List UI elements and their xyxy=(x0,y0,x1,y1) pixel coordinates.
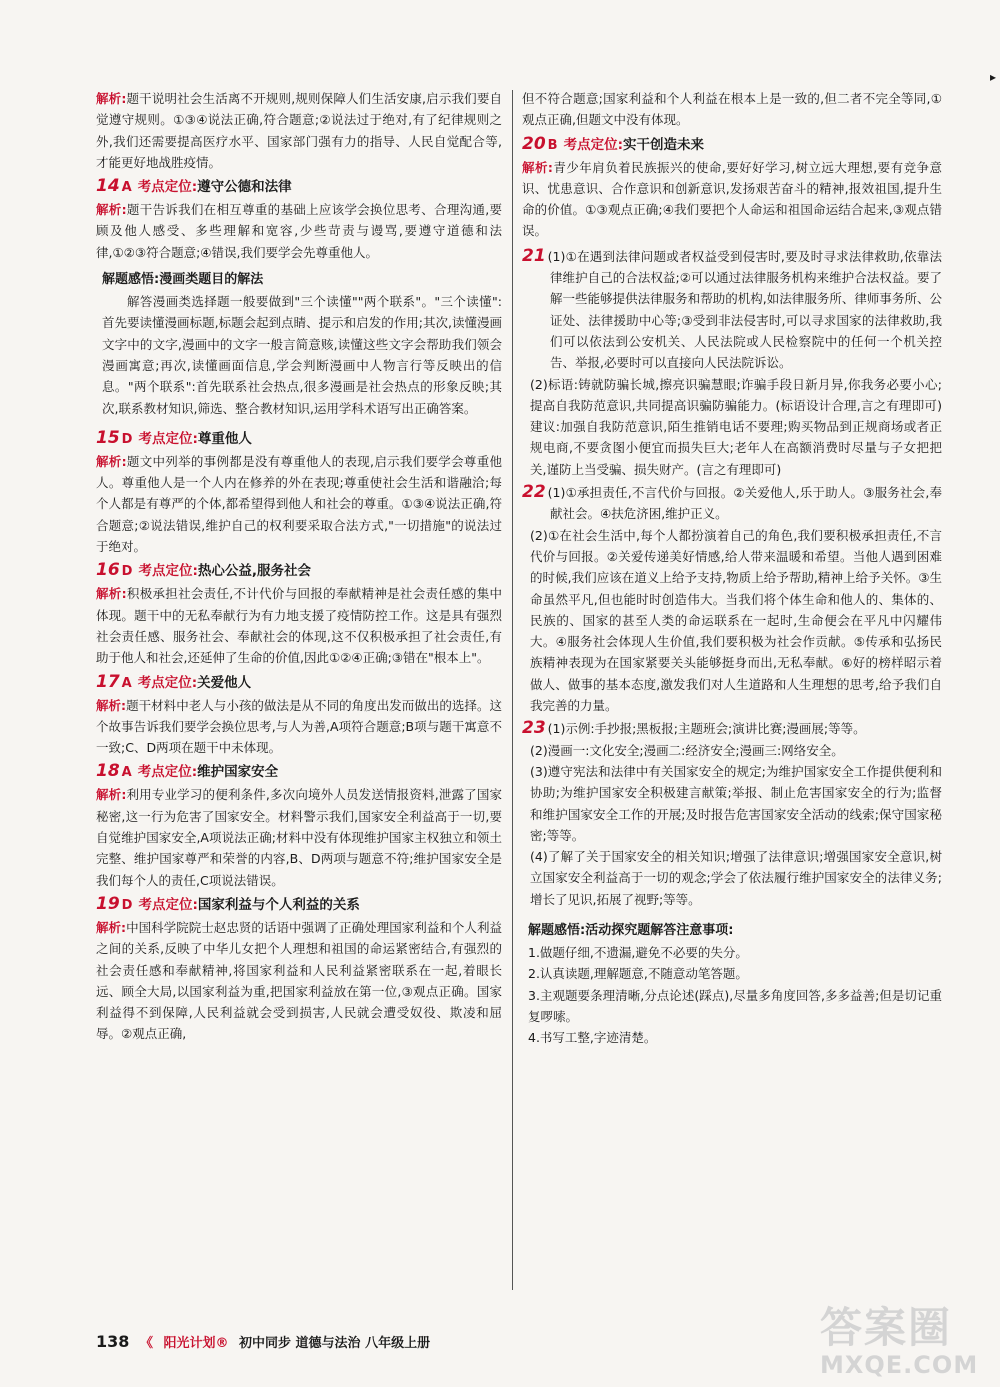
q16-analysis-text: 积极承担社会责任,不计代价与回报的奉献精神是社会责任感的集中体现。题干中的无私奉献行为有力地支援了疫情防控工作。这是具有强烈社会责任感、服务社会、奉献社会的体现,这不仅积极承担了社会责任,有助于他人和社会,还延伸了生命的价值,因此①②④正确;③错在"根本上"。 xyxy=(96,586,502,666)
q17-number: 17 xyxy=(96,671,120,692)
tip1-title: 解题感悟:漫画类题目的解法 xyxy=(102,272,264,288)
tip2-item: 4.书写工整,字迹清楚。 xyxy=(528,1030,657,1046)
q22-number: 22 xyxy=(522,482,546,503)
q20-topic: 实干创造未来 xyxy=(623,136,704,153)
q18-analysis-text: 利用专业学习的便利条件,多次向境外人员发送情报资料,泄露了国家秘密,这一行为危害了国家安全。材料警示我们,国家安全利益高于一切,要自觉维护国家安全,A项说法正确;材料中没有体现维护国家主权独立和领土完整、维护国家尊严和荣誉的内容,B、D两项与题意不符;维护国家安全是我们每个人的责任,C项说法错误。 xyxy=(96,787,503,888)
q14-header xyxy=(96,175,502,199)
q22-answer xyxy=(522,482,942,716)
footer-mark: 《 xyxy=(139,1336,153,1351)
q19-analysis-continued: 但不符合题意;国家利益和个人利益在根本上是一致的,但二者不完全等同,①观点正确,但题文中没有体现。 xyxy=(522,91,942,128)
q19-number: 19 xyxy=(96,893,120,914)
q13-analysis-text: 题干说明社会生活离不开规则,规则保障人们生活安康,启示我们要自觉遵守规则。①③④说法正确,符合题意;②说法过于绝对,有了纪律规则之外,我们还需要提高医疗水平、国家部门强有力的指导、人民自觉配合等,才能更好地战胜疫情。 xyxy=(96,91,503,170)
q23-part2: (2)漫画一:文化安全;漫画二:经济安全;漫画三:网络安全。 xyxy=(530,742,844,758)
q20-header xyxy=(522,133,942,157)
q14-topic: 遵守公德和法律 xyxy=(197,179,292,196)
brand-name: 阳光计划® xyxy=(163,1336,229,1351)
analysis-label: 解析: xyxy=(96,919,127,935)
q18-header xyxy=(96,760,502,784)
q16-answer: D xyxy=(121,564,133,580)
q22-part1-text: (1)①承担责任,不言代价与回报。②关爱他人,乐于助人。③服务社会,奉献社会。④扶危济困,维护正义。 xyxy=(547,485,942,522)
column-divider xyxy=(512,90,513,1290)
tip2-title: 解题感悟:活动探究题解答注意事项: xyxy=(528,922,734,938)
tip1-body xyxy=(96,291,502,419)
right-column xyxy=(522,88,942,1048)
q16-number: 16 xyxy=(96,560,120,581)
q14-analysis-text: 题干告诉我们在相互尊重的基础上应该学会换位思考、合理沟通,要顾及他人感受、多些理解和宽容,少些苛责与谩骂,要遵守道德和法律,①②③符合题意;④错误,我们要学会先尊重他人。 xyxy=(96,202,502,260)
q22-part2: (2)①在社会生活中,每个人都扮演着自己的角色,我们要积极承担责任,不言代价与回报。②关爱传递美好情感,给人带来温暖和希望。当他人遇到困难的时候,我们应该在道义上给予支持,物质上给予帮助,精神上给予关怀。③生命虽然平凡,但也能时时创造伟大。当我们将个体生命和他人的、集体的、民族的、国家的甚至人类的命运联系在一起时,生命便会在平凡中闪耀伟大。④服务社会体现人生价值,我们要积极为社会作贡献。⑤传承和弘扬民族精神表现为在国家紧要关头能够挺身而出,无私奉献。⑥好的榜样昭示着做人、做事的基本态度,激发我们对人生道路和人生理想的思考,给予我们自我完善的力量。 xyxy=(530,527,942,714)
analysis-label: 解析: xyxy=(522,159,553,175)
analysis-label: 解析: xyxy=(96,697,127,713)
q15-answer: D xyxy=(121,431,133,447)
watermark-main: 答案圈 xyxy=(820,1303,953,1352)
page-number: 138 xyxy=(96,1332,130,1351)
q19-answer: D xyxy=(121,897,133,913)
q14-answer: A xyxy=(121,180,132,196)
q21-answer xyxy=(522,246,942,480)
page-footer xyxy=(96,1332,430,1351)
q23-part1 xyxy=(522,718,942,739)
q19-analysis-text: 中国科学院院士赵忠贤的话语中强调了正确处理国家利益和个人利益之间的关系,反映了中华儿女把个人理想和祖国的命运紧密结合,有强烈的社会责任感和奉献精神,将国家利益和人民利益紧密联系在一起,着眼长远、顾全大局,以国家利益为重,把国家利益放在第一位,③观点正确。国家利益得不到保障,人民利益就会受到损害,人民就会遭受奴役、欺凌和屈辱。②观点正确, xyxy=(96,919,502,1042)
locate-label: 考点定位: xyxy=(138,896,198,913)
book-title: 初中同步 道德与法治 八年级上册 xyxy=(239,1336,431,1351)
q16-topic: 热心公益,服务社会 xyxy=(197,563,312,580)
q15-number: 15 xyxy=(96,427,120,448)
q15-analysis xyxy=(96,451,502,557)
locate-label: 考点定位: xyxy=(137,764,198,781)
tip2-item: 2.认真读题,理解题意,不随意动笔答题。 xyxy=(528,966,748,982)
q20-analysis xyxy=(522,157,942,242)
q21-part2: (2)标语:铸就防骗长城,擦亮识骗慧眼;诈骗手段日新月异,你我务必要小心;提高自我防范意识,共同提高识骗防骗能力。(标语设计合理,言之有理即可)建议:加强自我防范意识,陌生推销电话不要理;购买物品到正规商场或者正规电商,不要贪图小便宜而损失巨大;老年人在高额消费时尽量与子女把把关,谨防上当受骗、损失财产。(言之有理即可) xyxy=(530,376,942,477)
q19-header xyxy=(96,893,502,917)
q20-analysis-text: 青少年肩负着民族振兴的使命,要好好学习,树立远大理想,要有竞争意识、忧患意识、合作意识和创新意识,发扬艰苦奋斗的精神,报效祖国,提升生命的价值。①③观点正确;④我们要把个人命运和祖国命运结合起来,③观点错误。 xyxy=(522,159,943,239)
q20-number: 20 xyxy=(522,133,546,154)
q19-topic: 国家利益与个人利益的关系 xyxy=(197,896,360,913)
q13-analysis xyxy=(96,88,502,173)
q17-analysis-text: 题干材料中老人与小孩的做法是从不同的角度出发而做出的选择。这个故事告诉我们要学会换位思考,与人为善,A项符合题意;B项与题干寓意不一致;C、D两项在题干中未体现。 xyxy=(96,697,502,756)
q14-analysis xyxy=(96,199,502,263)
q20-answer: B xyxy=(547,137,558,153)
q21-number: 21 xyxy=(522,245,546,266)
analysis-label: 解析: xyxy=(96,91,127,106)
q22-part1 xyxy=(522,482,942,525)
q21-part1-text: (1)①在遇到法律问题或者权益受到侵害时,要及时寻求法律救助,依靠法律维护自己的合法权益;②可以通过法律服务机构来维护合法权益。要了解一些能够提供法律服务和帮助的机构,如法律服务所、律师事务所、公证处、法律援助中心等;③受到非法侵害时,可以寻求国家的法律救助,我们可以依法到公安机关、人民法院或人民检察院中的任何一个机关控告、举报,必要时可以直接向人民法院诉讼。 xyxy=(547,248,942,371)
q23-part1-text: (1)示例:手抄报;黑板报;主题班会;演讲比赛;漫画展;等等。 xyxy=(547,721,866,737)
analysis-label: 解析: xyxy=(96,453,127,469)
locate-label: 考点定位: xyxy=(563,136,623,153)
q17-analysis xyxy=(96,695,502,759)
left-column xyxy=(96,88,502,1045)
q18-topic: 维护国家安全 xyxy=(197,764,279,781)
q23-number: 23 xyxy=(522,718,546,739)
q14-number: 14 xyxy=(96,176,120,197)
analysis-label: 解析: xyxy=(96,202,127,218)
locate-label: 考点定位: xyxy=(137,674,198,691)
locate-label: 考点定位: xyxy=(138,430,198,447)
watermark-logo xyxy=(820,1295,990,1380)
tip2-item: 1.做题仔细,不遗漏,避免不必要的失分。 xyxy=(528,944,748,960)
q17-answer: A xyxy=(121,675,132,691)
analysis-label: 解析: xyxy=(96,787,127,803)
corner-mark: ▸ xyxy=(990,70,997,84)
tip2-list xyxy=(522,942,942,1048)
analysis-label: 解析: xyxy=(96,586,127,602)
q23-part3: (3)遵守宪法和法律中有关国家安全的规定;为维护国家安全工作提供便利和协助;为维护国家安全积极建言献策;举报、制止危害国家安全的行为;监督和维护国家安全工作的开展;及时报告危害国家安全活动的线索;保守国家秘密;等等。 xyxy=(530,763,942,843)
q19-analysis xyxy=(96,917,502,1045)
q15-topic: 尊重他人 xyxy=(197,430,252,447)
q23-answer xyxy=(522,718,942,910)
watermark-sub: MXQE.COM xyxy=(820,1351,979,1379)
q15-analysis-text: 题文中列举的事例都是没有尊重他人的表现,启示我们要学会尊重他人。尊重他人是一个人内在修养的外在表现;尊重使社会生活和谐融洽;每个人都是有尊严的个体,都希望得到他人和社会的尊重。①③④说法正确,符合题意;②说法错误,维护自己的权利要采取合法方式,"一切措施"的说法过于绝对。 xyxy=(96,453,502,555)
q18-answer: A xyxy=(121,765,132,781)
q15-header xyxy=(96,427,502,451)
q21-part1 xyxy=(522,246,942,374)
locate-label: 考点定位: xyxy=(137,179,198,196)
q17-topic: 关爱他人 xyxy=(197,674,252,691)
q18-analysis xyxy=(96,784,502,890)
q16-header xyxy=(96,559,502,583)
q16-analysis xyxy=(96,583,502,668)
tip1-text: 解答漫画类选择题一般要做到"三个读懂""两个联系"。"三个读懂":首先要读懂漫画标题,标题会起到点睛、提示和启发的作用;其次,读懂漫画文字中的文字,漫画中的文字一般言简意赅,读懂这些文字会帮助我们领会漫画寓意;再次,读懂画面信息,学会判断漫画中人物言行等反映出的信息。"两个联系":首先联系社会热点,很多漫画是社会热点的形象反映;其次,联系教材知识,筛选、整合教材知识,运用学科术语写出正确答案。 xyxy=(102,294,502,416)
q23-part4: (4)了解了关于国家安全的相关知识;增强了法律意识;增强国家安全意识,树立国家安全利益高于一切的观念;学会了依法履行维护国家安全的法律义务;增长了见识,拓展了视野;等等。 xyxy=(530,849,942,907)
tip2-item: 3.主观题要条理清晰,分点论述(踩点),尽量多角度回答,多多益善;但是切记重复啰嗦。 xyxy=(528,987,942,1024)
q17-header xyxy=(96,671,502,695)
locate-label: 考点定位: xyxy=(138,563,198,580)
q18-number: 18 xyxy=(96,761,120,782)
